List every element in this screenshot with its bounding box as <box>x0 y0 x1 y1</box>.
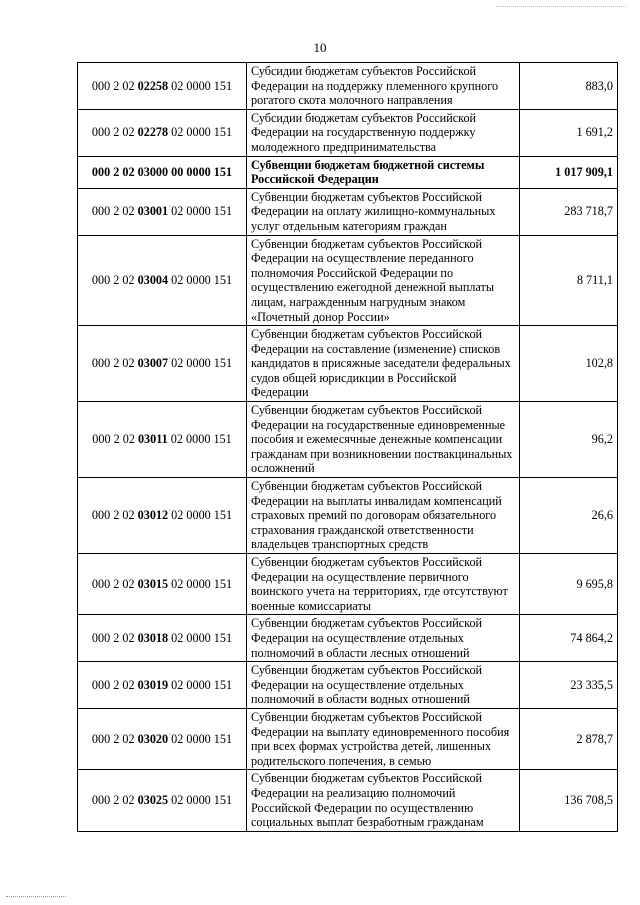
budget-code-cell <box>78 402 247 478</box>
budget-code-prefix: 000 2 02 <box>91 731 138 746</box>
budget-code-cell <box>78 662 247 709</box>
amount-cell: 136 708,5 <box>520 770 618 831</box>
budget-code-prefix: 000 2 02 <box>91 576 138 591</box>
table-row <box>78 156 618 188</box>
budget-code-key: 03019 <box>137 677 169 692</box>
budget-code-suffix: 02 0000 151 <box>168 78 233 93</box>
description-cell: Субвенции бюджетам субъектов Российской Федерации на осуществление отдельных полномочий в области водных отношений <box>247 662 520 709</box>
table-row <box>78 615 618 662</box>
table-row <box>78 554 618 615</box>
description-cell: Субвенции бюджетам субъектов Российской Федерации на осуществление отдельных полномочий в области лесных отношений <box>247 615 520 662</box>
table-row <box>78 402 618 478</box>
budget-code-key: 03012 <box>137 508 169 523</box>
table-body <box>78 63 618 832</box>
amount-cell: 102,8 <box>520 326 618 402</box>
table-row <box>78 770 618 831</box>
scan-artifact-bottom <box>6 896 66 898</box>
budget-code-key: 03015 <box>137 576 169 591</box>
amount-cell: 2 878,7 <box>520 708 618 769</box>
description-cell: Субвенции бюджетам субъектов Российской Федерации на реализацию полномочий Российской Федерации по осуществлению социальных выплат безработным гражданам <box>247 770 520 831</box>
budget-code-cell <box>78 770 247 831</box>
description-cell: Субвенции бюджетам субъектов Российской Федерации на осуществление переданного полномочия Российской Федерации по осуществлению ежегодной денежной выплаты лицам, награжденным нагрудным знаком «Почетный донор России» <box>247 235 520 326</box>
budget-code-prefix: 000 2 02 <box>91 630 138 645</box>
table-row <box>78 478 618 554</box>
budget-code-suffix: 02 0000 151 <box>168 204 233 219</box>
amount-cell: 283 718,7 <box>520 188 618 235</box>
description-cell: Субвенции бюджетам субъектов Российской Федерации на оплату жилищно-коммунальных услуг отдельным категориям граждан <box>247 188 520 235</box>
budget-code-suffix: 02 0000 151 <box>168 125 233 140</box>
budget-code-key: 02278 <box>137 125 169 140</box>
budget-code-key: 03018 <box>137 630 169 645</box>
amount-cell: 96,2 <box>520 402 618 478</box>
budget-code-cell <box>78 326 247 402</box>
scan-artifact-top <box>496 6 626 8</box>
table-row <box>78 63 618 110</box>
budget-code-cell <box>78 188 247 235</box>
budget-code-suffix: 02 0000 151 <box>168 356 233 371</box>
amount-cell: 8 711,1 <box>520 235 618 326</box>
description-cell: Субвенции бюджетам субъектов Российской Федерации на государственные единовременные пособия и ежемесячные денежные компенсации гражданам при возникновении поствакцинальных осложнений <box>247 402 520 478</box>
budget-code-suffix: 02 0000 151 <box>168 677 233 692</box>
budget-code-cell <box>78 554 247 615</box>
description-cell: Субвенции бюджетам бюджетной системы Российской Федерации <box>247 156 520 188</box>
budget-code-key: 03025 <box>137 793 169 808</box>
amount-cell: 74 864,2 <box>520 615 618 662</box>
description-cell: Субсидии бюджетам субъектов Российской Федерации на поддержку племенного крупного рогатого скота молочного направления <box>247 63 520 110</box>
budget-code-suffix: 02 0000 151 <box>167 432 232 447</box>
budget-code-prefix: 000 2 02 <box>91 356 138 371</box>
budget-code-key: 03001 <box>137 204 169 219</box>
budget-code-suffix: 02 0000 151 <box>168 273 233 288</box>
budget-revenue-table <box>77 62 618 832</box>
budget-code-key: 03011 <box>137 432 168 447</box>
budget-code-prefix: 000 2 02 <box>91 677 138 692</box>
table-row <box>78 109 618 156</box>
budget-code-prefix: 000 2 02 <box>91 164 138 179</box>
amount-cell: 9 695,8 <box>520 554 618 615</box>
table-row <box>78 188 618 235</box>
budget-code-cell <box>78 708 247 769</box>
budget-code-prefix: 000 2 02 <box>91 125 138 140</box>
budget-code-key: 03007 <box>137 356 169 371</box>
budget-code-prefix: 000 2 02 <box>92 432 138 447</box>
table-row <box>78 708 618 769</box>
budget-code-key: 03020 <box>137 731 169 746</box>
budget-code-prefix: 000 2 02 <box>91 508 138 523</box>
description-cell: Субвенции бюджетам субъектов Российской Федерации на осуществление первичного воинского учета на территориях, где отсутствуют военные комиссариаты <box>247 554 520 615</box>
budget-code-key: 02258 <box>137 78 169 93</box>
table-row <box>78 326 618 402</box>
budget-code-cell <box>78 63 247 110</box>
budget-code-key: 03000 <box>137 164 169 179</box>
budget-code-suffix: 00 0000 151 <box>168 164 233 179</box>
budget-code-prefix: 000 2 02 <box>91 793 138 808</box>
amount-cell: 883,0 <box>520 63 618 110</box>
table-row <box>78 662 618 709</box>
table-row <box>78 235 618 326</box>
budget-code-prefix: 000 2 02 <box>91 273 138 288</box>
budget-code-suffix: 02 0000 151 <box>168 630 233 645</box>
page-number: 10 <box>313 40 327 55</box>
budget-code-cell <box>78 235 247 326</box>
budget-code-suffix: 02 0000 151 <box>168 793 233 808</box>
amount-cell: 23 335,5 <box>520 662 618 709</box>
budget-code-key: 03004 <box>137 273 169 288</box>
description-cell: Субвенции бюджетам субъектов Российской Федерации на выплату единовременного пособия при всех формах устройства детей, лишенных родительского попечения, в семью <box>247 708 520 769</box>
budget-code-prefix: 000 2 02 <box>91 78 138 93</box>
budget-code-cell <box>78 156 247 188</box>
amount-cell: 1 017 909,1 <box>520 156 618 188</box>
budget-code-cell <box>78 478 247 554</box>
amount-cell: 1 691,2 <box>520 109 618 156</box>
budget-code-suffix: 02 0000 151 <box>168 731 233 746</box>
description-cell: Субвенции бюджетам субъектов Российской Федерации на выплаты инвалидам компенсаций страховых премий по договорам обязательного страхования гражданской ответственности владельцев транспортных средств <box>247 478 520 554</box>
amount-cell: 26,6 <box>520 478 618 554</box>
budget-code-cell <box>78 615 247 662</box>
budget-code-suffix: 02 0000 151 <box>168 508 233 523</box>
description-cell: Субсидии бюджетам субъектов Российской Федерации на государственную поддержку молодежного предпринимательства <box>247 109 520 156</box>
budget-code-prefix: 000 2 02 <box>91 204 138 219</box>
budget-code-cell <box>78 109 247 156</box>
budget-code-suffix: 02 0000 151 <box>168 576 233 591</box>
description-cell: Субвенции бюджетам субъектов Российской Федерации на составление (изменение) списков кандидатов в присяжные заседатели федеральных судов общей юрисдикции в Российской Федерации <box>247 326 520 402</box>
